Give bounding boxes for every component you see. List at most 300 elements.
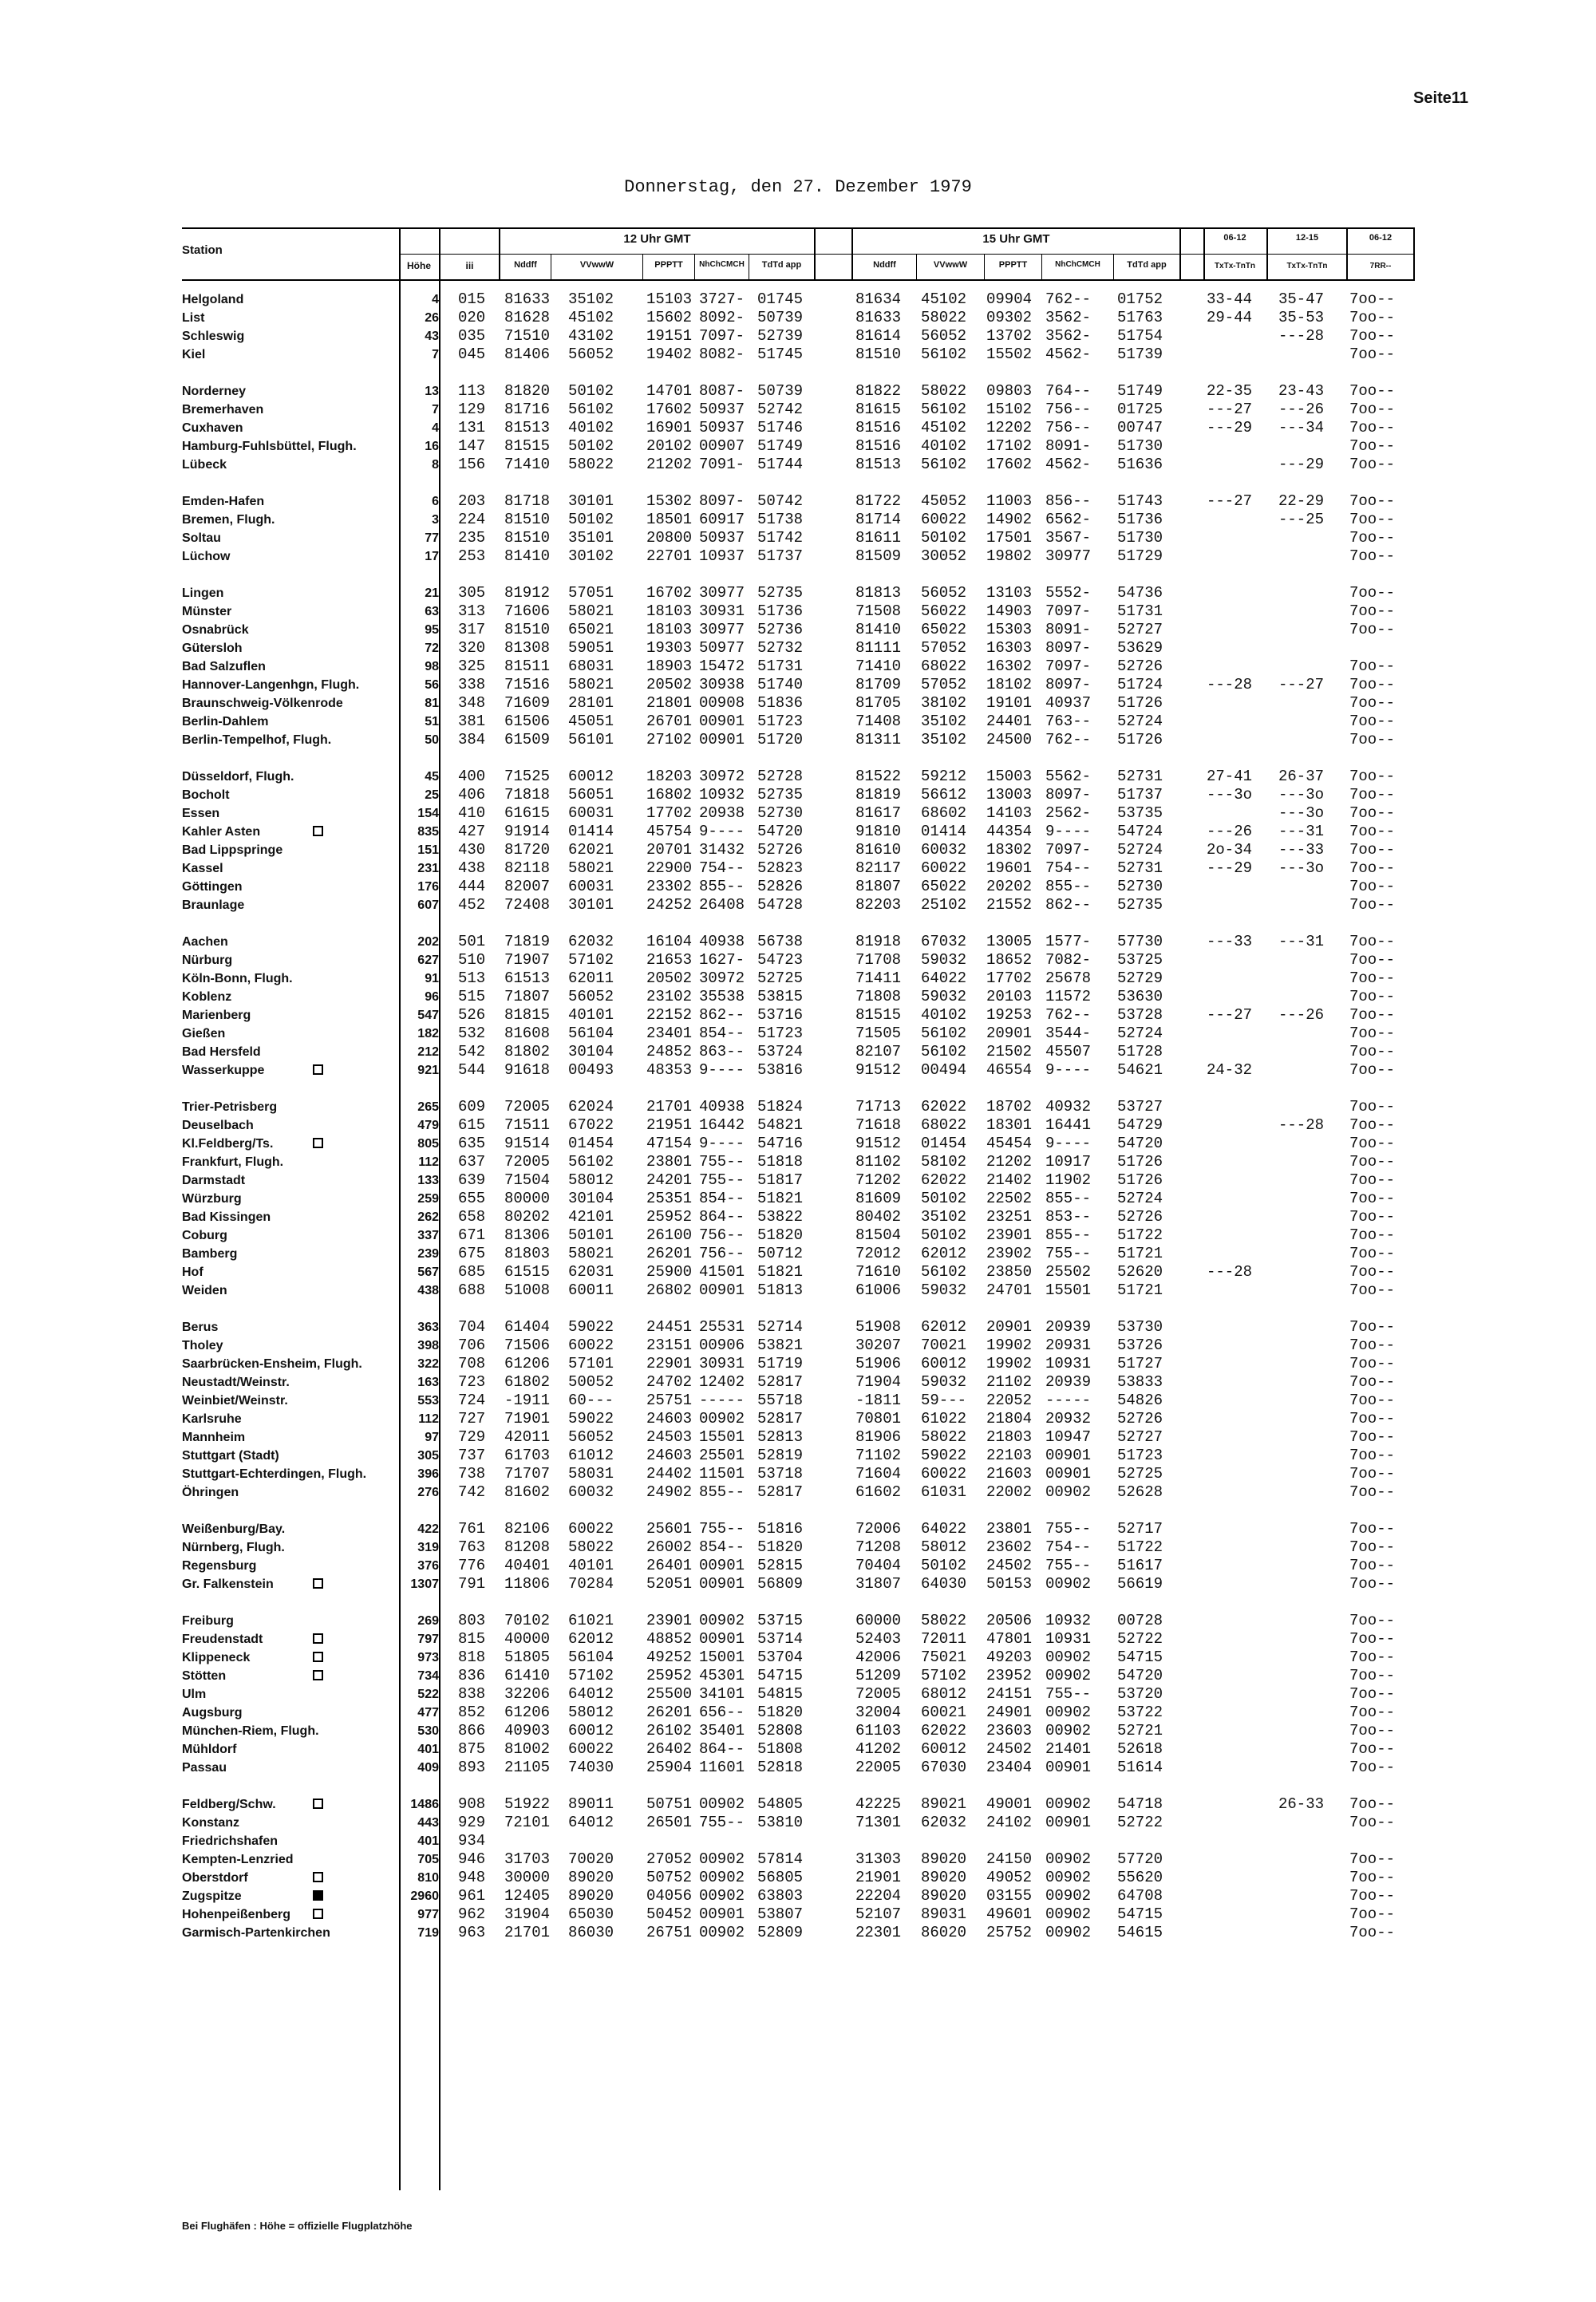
station-id: 452 xyxy=(458,896,486,914)
obs-12-group: 755-- xyxy=(699,1520,745,1538)
obs-12-group: 81208 xyxy=(504,1538,551,1556)
obs-15-group: 51749 xyxy=(1117,382,1163,400)
obs-15-group: 862-- xyxy=(1045,896,1092,914)
obs-15-group: 7097- xyxy=(1045,602,1092,620)
table-row xyxy=(0,1447,1596,1465)
obs-15-group: 17501 xyxy=(986,529,1033,547)
obs-12-group: 81513 xyxy=(504,419,551,436)
obs-12-group: 10937 xyxy=(699,547,745,565)
table-row xyxy=(0,345,1596,364)
obs-12-group: 25751 xyxy=(646,1392,693,1409)
station-height: 77 xyxy=(425,531,439,545)
table-row xyxy=(0,1428,1596,1447)
obs-15-group: 32004 xyxy=(855,1704,902,1721)
table-row xyxy=(0,878,1596,896)
station-id: 035 xyxy=(458,327,486,345)
obs-12-group: 60022 xyxy=(568,1337,614,1354)
obs-15-group: 80402 xyxy=(855,1208,902,1226)
obs-12-group: 81410 xyxy=(504,547,551,565)
obs-15-group: 45454 xyxy=(986,1135,1033,1152)
station-id: 685 xyxy=(458,1263,486,1281)
obs-12-group: 26100 xyxy=(646,1226,693,1244)
table-row xyxy=(0,1337,1596,1355)
obs-15-group: 81609 xyxy=(855,1190,902,1207)
obs-15-group: 51614 xyxy=(1117,1759,1163,1776)
obs-15-group: 52735 xyxy=(1117,896,1163,914)
extra-r3: 7oo-- xyxy=(1349,1245,1396,1262)
obs-15-group: 67030 xyxy=(921,1759,967,1776)
station-id: 852 xyxy=(458,1704,486,1721)
obs-12-group: 56102 xyxy=(568,401,614,418)
station-id: 763 xyxy=(458,1538,486,1556)
obs-15-group: 50102 xyxy=(921,1190,967,1207)
table-row xyxy=(0,1483,1596,1502)
obs-12-group: 57102 xyxy=(568,1667,614,1684)
extra-r3: 7oo-- xyxy=(1349,1740,1396,1758)
obs-15-group: 3562- xyxy=(1045,327,1092,345)
extra-r3: 7oo-- xyxy=(1349,1685,1396,1703)
mountain-station-box-icon xyxy=(313,1652,323,1662)
obs-15-group: 81516 xyxy=(855,419,902,436)
obs-12-group: 53724 xyxy=(757,1043,804,1060)
station-name: Gießen xyxy=(182,1027,226,1040)
obs-15-group: 56102 xyxy=(921,401,967,418)
obs-12-group: 60012 xyxy=(568,1722,614,1739)
station-name: Kahler Asten xyxy=(182,825,261,839)
obs-15-group: 57052 xyxy=(921,639,967,657)
station-name: Hohenpeißenberg xyxy=(182,1908,291,1921)
obs-15-group: 81516 xyxy=(855,437,902,455)
station-name: Augsburg xyxy=(182,1706,243,1720)
station-name: Regensburg xyxy=(182,1559,257,1573)
obs-15-group: 49203 xyxy=(986,1649,1033,1666)
obs-15-group: 82117 xyxy=(855,859,902,877)
obs-12-group: 30938 xyxy=(699,676,745,693)
station-height: 265 xyxy=(417,1100,439,1114)
obs-12-group: 51749 xyxy=(757,437,804,455)
obs-12-group: 30101 xyxy=(568,896,614,914)
obs-15-group: 11572 xyxy=(1045,988,1092,1005)
obs-15-group: 23251 xyxy=(986,1208,1033,1226)
obs-12-group: 81608 xyxy=(504,1025,551,1042)
obs-15-group: 52731 xyxy=(1117,768,1163,785)
obs-15-group: 19802 xyxy=(986,547,1033,565)
station-id: 501 xyxy=(458,933,486,950)
obs-12-group: 60917 xyxy=(699,511,745,528)
table-row xyxy=(0,1649,1596,1667)
table-row xyxy=(0,1887,1596,1905)
obs-12-group: 52817 xyxy=(757,1373,804,1391)
obs-15-group: 54720 xyxy=(1117,1135,1163,1152)
obs-15-group: 24151 xyxy=(986,1685,1033,1703)
obs-12-group: 11501 xyxy=(699,1465,745,1483)
station-id: 410 xyxy=(458,804,486,822)
extra-r2: ---3o xyxy=(1278,786,1325,804)
obs-12-group: 00902 xyxy=(699,1850,745,1868)
obs-12-group: 50937 xyxy=(699,401,745,418)
obs-12-group: 51719 xyxy=(757,1355,804,1372)
obs-12-group: 51736 xyxy=(757,602,804,620)
station-id: 838 xyxy=(458,1685,486,1703)
obs-15-group: 54720 xyxy=(1117,1667,1163,1684)
obs-15-group: 49001 xyxy=(986,1795,1033,1813)
extra-r1: ---29 xyxy=(1207,419,1253,436)
obs-15-group: 89020 xyxy=(921,1869,967,1886)
station-height: 479 xyxy=(417,1119,439,1132)
extra-r3: 7oo-- xyxy=(1349,1795,1396,1813)
station-name: Coburg xyxy=(182,1229,227,1242)
obs-15-group: 755-- xyxy=(1045,1520,1092,1538)
obs-12-group: 50102 xyxy=(568,511,614,528)
obs-15-group: 56612 xyxy=(921,786,967,804)
station-id: 313 xyxy=(458,602,486,620)
station-name: Bad Hersfeld xyxy=(182,1045,261,1059)
obs-15-group: 68012 xyxy=(921,1685,967,1703)
obs-15-group: 70801 xyxy=(855,1410,902,1427)
obs-12-group: 51731 xyxy=(757,657,804,675)
extra-r3: 7oo-- xyxy=(1349,1814,1396,1831)
obs-15-group: 21402 xyxy=(986,1171,1033,1189)
station-name: Nürnberg, Flugh. xyxy=(182,1541,285,1554)
station-id: 384 xyxy=(458,731,486,748)
table-row xyxy=(0,1667,1596,1685)
extra-r1: 27-41 xyxy=(1207,768,1253,785)
station-height: 112 xyxy=(418,1412,439,1426)
obs-12-group: 57101 xyxy=(568,1355,614,1372)
obs-15-group: 01454 xyxy=(921,1135,967,1152)
station-height: 422 xyxy=(417,1522,439,1536)
station-height: 81 xyxy=(425,697,439,710)
extra-r3: 7oo-- xyxy=(1349,492,1396,510)
obs-15-group: 46554 xyxy=(986,1061,1033,1079)
station-id: 338 xyxy=(458,676,486,693)
obs-12-group: 00907 xyxy=(699,437,745,455)
obs-12-group: 58031 xyxy=(568,1465,614,1483)
station-name: Essen xyxy=(182,807,220,820)
obs-12-group: 855-- xyxy=(699,1483,745,1501)
obs-12-group: 52735 xyxy=(757,786,804,804)
extra-r3: 7oo-- xyxy=(1349,1447,1396,1464)
table-row xyxy=(0,1245,1596,1263)
mountain-station-box-icon xyxy=(313,1670,323,1680)
table-row xyxy=(0,1208,1596,1226)
obs-12-group: 26501 xyxy=(646,1814,693,1831)
obs-12-group: 19402 xyxy=(646,345,693,363)
obs-12-group: 62032 xyxy=(568,933,614,950)
extra-r1: 33-44 xyxy=(1207,290,1253,308)
extra-r3: 7oo-- xyxy=(1349,401,1396,418)
obs-12-group: 20938 xyxy=(699,804,745,822)
station-id: 704 xyxy=(458,1318,486,1336)
obs-15-group: 65022 xyxy=(921,878,967,895)
obs-15-group: 18302 xyxy=(986,841,1033,859)
obs-15-group: 71610 xyxy=(855,1263,902,1281)
table-row xyxy=(0,1850,1596,1869)
obs-12-group: 30104 xyxy=(568,1190,614,1207)
table-row xyxy=(0,1410,1596,1428)
obs-12-group: 53810 xyxy=(757,1814,804,1831)
obs-12-group: 72005 xyxy=(504,1098,551,1115)
obs-15-group: 60021 xyxy=(921,1704,967,1721)
obs-12-group: 62024 xyxy=(568,1098,614,1115)
obs-15-group: 23901 xyxy=(986,1226,1033,1244)
obs-12-group: 24252 xyxy=(646,896,693,914)
obs-15-group: 81610 xyxy=(855,841,902,859)
station-name: München-Riem, Flugh. xyxy=(182,1724,319,1738)
station-name: Marienberg xyxy=(182,1009,251,1022)
obs-12-group: 62011 xyxy=(568,969,614,987)
obs-12-group: 54815 xyxy=(757,1685,804,1703)
obs-12-group: 61206 xyxy=(504,1704,551,1721)
obs-15-group: 20901 xyxy=(986,1025,1033,1042)
obs-12-group: 19303 xyxy=(646,639,693,657)
obs-15-group: 81111 xyxy=(855,639,902,657)
station-name: Karlsruhe xyxy=(182,1412,242,1426)
obs-15-group: 19253 xyxy=(986,1006,1033,1024)
obs-15-group: 8091- xyxy=(1045,437,1092,455)
obs-12-group: 854-- xyxy=(699,1538,745,1556)
station-height: 627 xyxy=(417,954,439,967)
station-id: 688 xyxy=(458,1281,486,1299)
obs-15-group: 81102 xyxy=(855,1153,902,1171)
extra-r3: 7oo-- xyxy=(1349,1116,1396,1134)
obs-12-group: 23401 xyxy=(646,1025,693,1042)
obs-15-group: 81705 xyxy=(855,694,902,712)
station-name: Neustadt/Weinstr. xyxy=(182,1376,290,1389)
obs-12-group: 42101 xyxy=(568,1208,614,1226)
station-name: Düsseldorf, Flugh. xyxy=(182,770,294,784)
obs-15-group: 59032 xyxy=(921,1281,967,1299)
obs-12-group: 47154 xyxy=(646,1135,693,1152)
extra-r1: ---29 xyxy=(1207,859,1253,877)
obs-15-group: 59022 xyxy=(921,1447,967,1464)
extra-r3: 7oo-- xyxy=(1349,1704,1396,1721)
obs-12-group: 756-- xyxy=(699,1226,745,1244)
station-id: 637 xyxy=(458,1153,486,1171)
obs-15-group: 754-- xyxy=(1045,1538,1092,1556)
obs-15-group: 52727 xyxy=(1117,1428,1163,1446)
obs-12-group: 61206 xyxy=(504,1355,551,1372)
obs-15-group: 00902 xyxy=(1045,1722,1092,1739)
header-15-ppptt: PPPTT xyxy=(998,260,1028,270)
extra-r2: 26-33 xyxy=(1278,1795,1325,1813)
obs-12-group: 24451 xyxy=(646,1318,693,1336)
station-name: Münster xyxy=(182,605,232,618)
extra-r3: 7oo-- xyxy=(1349,437,1396,455)
table-row xyxy=(0,1098,1596,1116)
obs-12-group: 52826 xyxy=(757,878,804,895)
extra-r3: 7oo-- xyxy=(1349,676,1396,693)
extra-r1: ---27 xyxy=(1207,492,1253,510)
station-height: 477 xyxy=(417,1706,439,1720)
obs-12-group: 21653 xyxy=(646,951,693,969)
obs-15-group: 4562- xyxy=(1045,456,1092,473)
obs-15-group: 71505 xyxy=(855,1025,902,1042)
header-15-clouds: NhChCMCH xyxy=(1055,260,1100,269)
obs-12-group: ----- xyxy=(699,1392,745,1409)
station-name: Feldberg/Schw. xyxy=(182,1798,276,1811)
station-id: 639 xyxy=(458,1171,486,1189)
station-height: 25 xyxy=(425,788,439,802)
obs-15-group: 5552- xyxy=(1045,584,1092,602)
station-id: 224 xyxy=(458,511,486,528)
obs-15-group: 81513 xyxy=(855,456,902,473)
obs-12-group: 61513 xyxy=(504,969,551,987)
obs-12-group: 00901 xyxy=(699,1630,745,1648)
obs-15-group: 81633 xyxy=(855,309,902,326)
obs-12-group: 22900 xyxy=(646,859,693,877)
obs-15-group: 62022 xyxy=(921,1171,967,1189)
station-height: 17 xyxy=(425,550,439,563)
station-id: 727 xyxy=(458,1410,486,1427)
station-height: 26 xyxy=(425,311,439,325)
extra-r3: 7oo-- xyxy=(1349,694,1396,712)
obs-12-group: 80202 xyxy=(504,1208,551,1226)
obs-12-group: 62021 xyxy=(568,841,614,859)
obs-12-group: 71410 xyxy=(504,456,551,473)
obs-15-group: 53735 xyxy=(1117,804,1163,822)
station-id: 893 xyxy=(458,1759,486,1776)
station-name: Weinbiet/Weinstr. xyxy=(182,1394,288,1408)
table-row xyxy=(0,1905,1596,1924)
obs-15-group: 21803 xyxy=(986,1428,1033,1446)
obs-12-group: 30977 xyxy=(699,584,745,602)
obs-15-group: 5562- xyxy=(1045,768,1092,785)
obs-12-group: 51720 xyxy=(757,731,804,748)
obs-12-group: 12405 xyxy=(504,1887,551,1905)
station-name: Göttingen xyxy=(182,880,243,894)
station-height: 409 xyxy=(417,1761,439,1775)
obs-15-group: 44354 xyxy=(986,823,1033,840)
obs-15-group: 18702 xyxy=(986,1098,1033,1115)
obs-12-group: 16702 xyxy=(646,584,693,602)
station-id: 908 xyxy=(458,1795,486,1813)
obs-12-group: 30931 xyxy=(699,1355,745,1372)
extra-r1: ---27 xyxy=(1207,401,1253,418)
obs-12-group: 53716 xyxy=(757,1006,804,1024)
obs-15-group: 53730 xyxy=(1117,1318,1163,1336)
station-id: 706 xyxy=(458,1337,486,1354)
obs-12-group: 81815 xyxy=(504,1006,551,1024)
obs-12-group: 89020 xyxy=(568,1869,614,1886)
station-id: 791 xyxy=(458,1575,486,1593)
station-height: 95 xyxy=(425,623,439,637)
station-id: 147 xyxy=(458,437,486,455)
obs-15-group: 00494 xyxy=(921,1061,967,1079)
obs-12-group: 81633 xyxy=(504,290,551,308)
obs-12-group: 81820 xyxy=(504,382,551,400)
obs-12-group: 01454 xyxy=(568,1135,614,1152)
obs-12-group: 81803 xyxy=(504,1245,551,1262)
mountain-station-box-icon xyxy=(313,1633,323,1644)
station-height: 8 xyxy=(432,458,439,472)
table-row xyxy=(0,676,1596,694)
station-name: Aachen xyxy=(182,935,228,949)
station-height: 133 xyxy=(417,1174,439,1187)
extra-r3: 7oo-- xyxy=(1349,823,1396,840)
header-r3-top: 06-12 xyxy=(1369,233,1393,243)
obs-12-group: 61515 xyxy=(504,1263,551,1281)
station-height: 305 xyxy=(417,1449,439,1463)
obs-15-group: 71301 xyxy=(855,1814,902,1831)
station-id: 655 xyxy=(458,1190,486,1207)
station-name: Stötten xyxy=(182,1669,227,1683)
obs-12-group: 61615 xyxy=(504,804,551,822)
table-row xyxy=(0,1263,1596,1281)
extra-r1: ---28 xyxy=(1207,676,1253,693)
station-height: 45 xyxy=(425,770,439,784)
obs-15-group: 22301 xyxy=(855,1924,902,1941)
obs-15-group: 855-- xyxy=(1045,1226,1092,1244)
obs-12-group: 8092- xyxy=(699,309,745,326)
obs-12-group: 14701 xyxy=(646,382,693,400)
obs-12-group: 71819 xyxy=(504,933,551,950)
obs-12-group: 25952 xyxy=(646,1667,693,1684)
obs-12-group: 20701 xyxy=(646,841,693,859)
extra-r3: 7oo-- xyxy=(1349,309,1396,326)
station-name: Norderney xyxy=(182,385,247,398)
obs-12-group: 15302 xyxy=(646,492,693,510)
header-station: Station xyxy=(182,243,223,257)
obs-15-group: 11902 xyxy=(1045,1171,1092,1189)
obs-15-group: 56022 xyxy=(921,602,967,620)
station-name: Helgoland xyxy=(182,293,244,306)
obs-15-group: 51736 xyxy=(1117,511,1163,528)
obs-12-group: 00902 xyxy=(699,1924,745,1941)
table-row xyxy=(0,382,1596,401)
obs-15-group: 56052 xyxy=(921,584,967,602)
table-row xyxy=(0,1520,1596,1538)
obs-12-group: 50752 xyxy=(646,1869,693,1886)
obs-12-group: 52736 xyxy=(757,621,804,638)
obs-15-group: 81522 xyxy=(855,768,902,785)
obs-15-group: 51763 xyxy=(1117,309,1163,326)
obs-15-group: 16303 xyxy=(986,639,1033,657)
obs-15-group: 10931 xyxy=(1045,1355,1092,1372)
table-row xyxy=(0,951,1596,969)
obs-15-group: 762-- xyxy=(1045,1006,1092,1024)
obs-12-group: 72005 xyxy=(504,1153,551,1171)
obs-15-group: 00902 xyxy=(1045,1704,1092,1721)
obs-12-group: 51746 xyxy=(757,419,804,436)
obs-15-group: 58022 xyxy=(921,1612,967,1629)
extra-r3: 7oo-- xyxy=(1349,1135,1396,1152)
obs-15-group: 00902 xyxy=(1045,1483,1092,1501)
obs-15-group: 3562- xyxy=(1045,309,1092,326)
extra-r2: ---25 xyxy=(1278,511,1325,528)
obs-12-group: 21202 xyxy=(646,456,693,473)
obs-12-group: 91618 xyxy=(504,1061,551,1079)
obs-15-group: 60032 xyxy=(921,841,967,859)
obs-12-group: 51836 xyxy=(757,694,804,712)
obs-15-group: 51726 xyxy=(1117,731,1163,748)
header-iii: iii xyxy=(465,260,474,271)
obs-15-group: 52729 xyxy=(1117,969,1163,987)
obs-15-group: 51908 xyxy=(855,1318,902,1336)
obs-15-group: 81410 xyxy=(855,621,902,638)
obs-12-group: 50712 xyxy=(757,1245,804,1262)
obs-15-group: 82203 xyxy=(855,896,902,914)
mountain-station-box-icon xyxy=(313,1578,323,1589)
obs-15-group: 22005 xyxy=(855,1759,902,1776)
obs-12-group: 51008 xyxy=(504,1281,551,1299)
obs-15-group: 10932 xyxy=(1045,1612,1092,1629)
obs-15-group: 51726 xyxy=(1117,1171,1163,1189)
obs-12-group: 60012 xyxy=(568,768,614,785)
table-row xyxy=(0,437,1596,456)
obs-12-group: 81718 xyxy=(504,492,551,510)
obs-15-group: 17702 xyxy=(986,969,1033,987)
